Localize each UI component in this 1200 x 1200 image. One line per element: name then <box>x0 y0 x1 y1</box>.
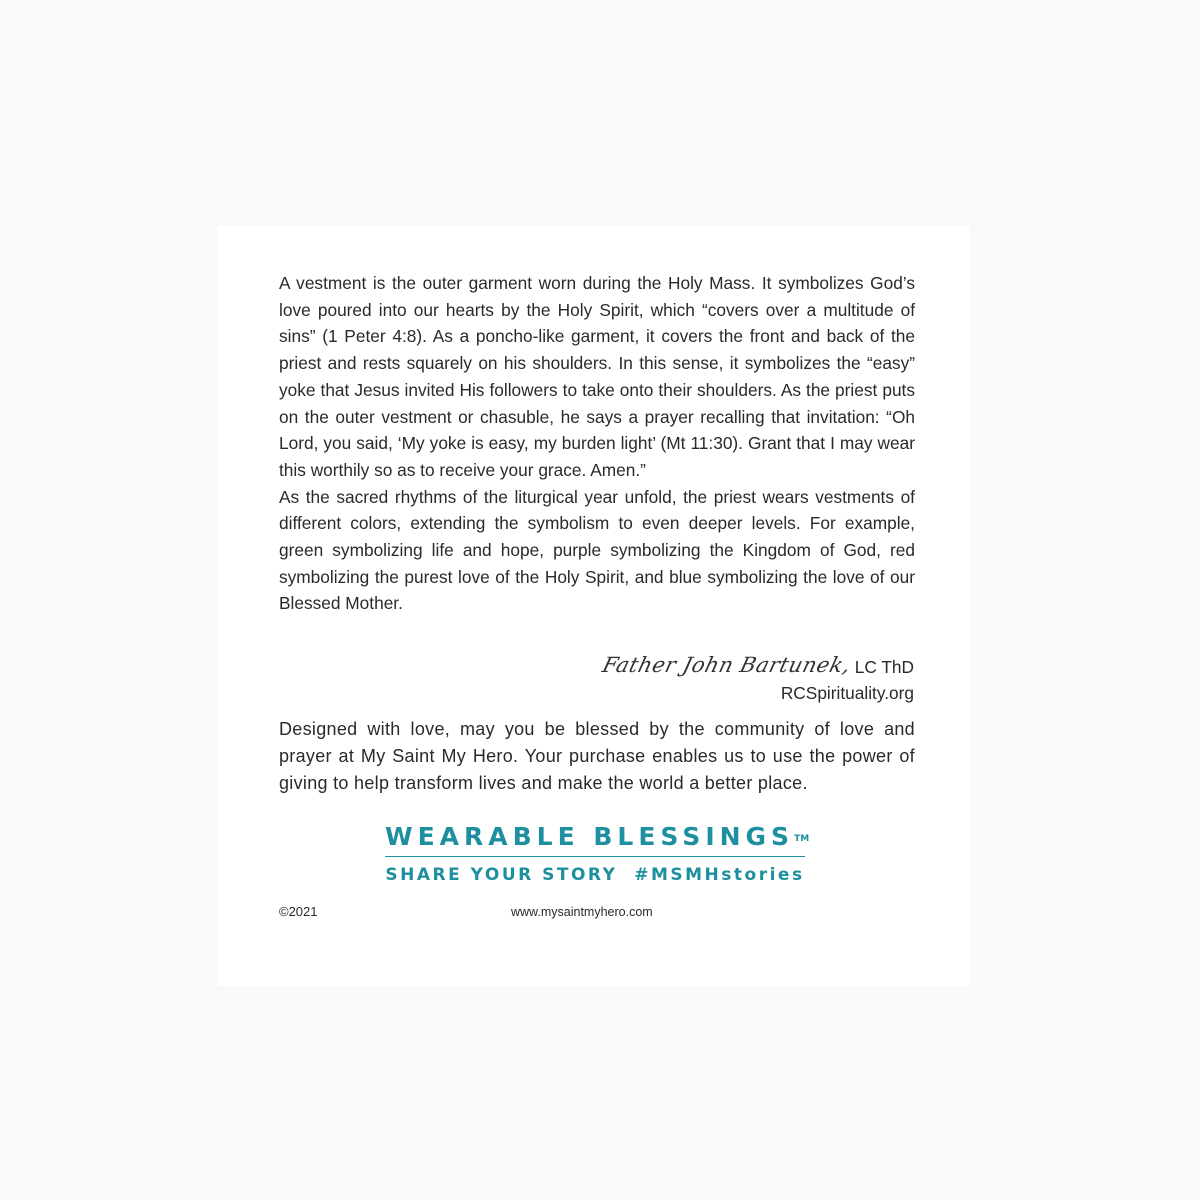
attribution-source: RCSpirituality.org <box>780 683 914 703</box>
website-url: www.mysaintmyhero.com <box>511 905 653 919</box>
info-card <box>217 226 970 986</box>
brand-tagline: SHARE YOUR STORY #MSMHstories <box>385 865 805 885</box>
brand-title-text: WEARABLE BLESSINGS <box>385 822 795 851</box>
signature-line <box>600 650 914 680</box>
attribution <box>600 650 914 706</box>
author-credentials: LC ThD <box>854 657 914 677</box>
vestment-description <box>279 270 915 617</box>
copyright: ©2021 <box>279 904 318 919</box>
paragraph-vestment-meaning: A vestment is the outer garment worn during the Holy Mass. It symbolizes God’s love poured into our hearts by the Holy Spirit, which “covers over a multitude of sins” (1 Peter 4:8). As a poncho-like garment, it covers the front and back of the priest and rests squarely on his shoulders. In this sense, it symbolizes the “easy” yoke that Jesus invited His followers to take onto their shoulders. As the priest puts on the outer vestment or chasuble, he says a prayer recalling that invitation: “Oh Lord, you said, ‘My yoke is easy, my burden light’ (Mt 11:30). Grant that I may wear this worthily so as to receive your grace. Amen.” <box>279 273 915 480</box>
brand-block <box>385 820 810 885</box>
brand-title <box>385 820 810 854</box>
trademark-mark: TM <box>794 834 810 844</box>
blessing-text: Designed with love, may you be blessed by the community of love and prayer at My Saint My Hero. Your purchase enables us to use the power of giving to help transform lives and make the world a better place. <box>279 719 915 793</box>
brand-divider <box>385 856 805 857</box>
paragraph-liturgical-colors: As the sacred rhythms of the liturgical year unfold, the priest wears vestments of different colors, extending the symbolism to even deeper levels. For example, green symbolizing life and hope, purple symbolizing the Kingdom of God, red symbolizing the purest love of the Holy Spirit, and blue symbolizing the love of our Blessed Mother. <box>279 486 915 614</box>
author-signature: Father John Bartunek, <box>600 653 854 677</box>
